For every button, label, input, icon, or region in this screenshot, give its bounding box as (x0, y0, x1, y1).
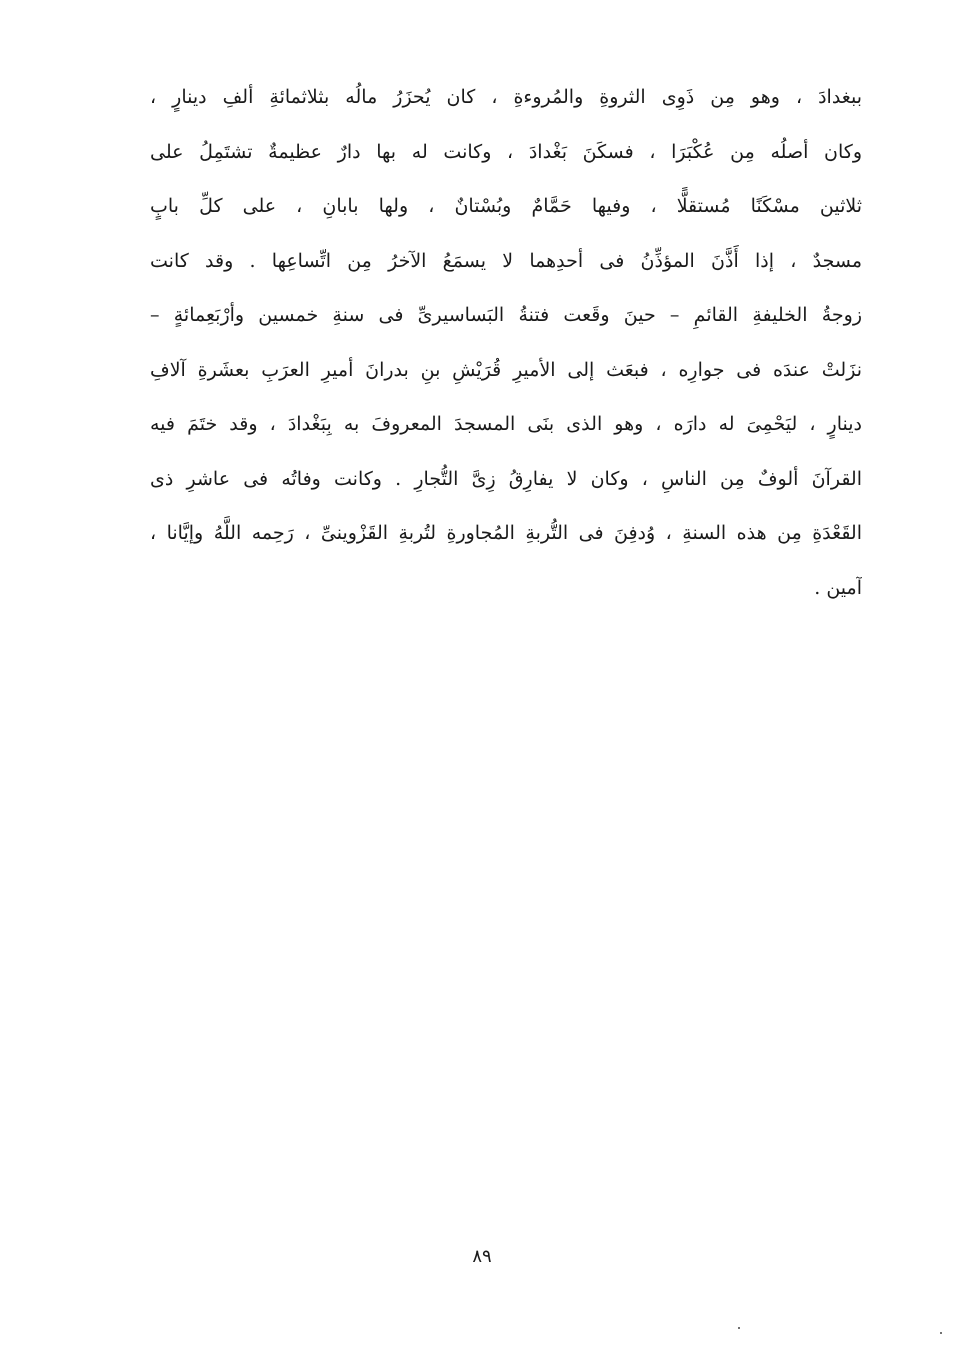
scan-speck (738, 1327, 740, 1329)
text-line-last: آمين . (814, 576, 862, 599)
text-line: دينارٍ ، ليَحْمِىَ له دارَه ، وهو الذى بنَى المسجدَ المعروفَ به بِبَغْدادَ ، وقد ختَمَ فيه (150, 413, 862, 435)
page-number: ٨٩ (472, 1246, 492, 1267)
scan-speck (940, 1332, 942, 1334)
text-line: نزَلتْ عندَه فى جوارِه ، فبعَث إلى الأميرِ قُرَيْشِ بنِ بدرانَ أميرِ العرَبِ بعشَرةِ آلافِ (150, 358, 862, 381)
text-line: ببغدادَ ، وهو مِن ذَوِى الثروةِ والمُروءةِ ، كان يُحزَرُ مالُه بثلاثمائةِ ألفِ دينارٍ ، (150, 86, 862, 108)
text-line: القرآنَ ألوفٌ مِن الناسِ ، وكان لا يفارِقُ زِىَّ التُّجارِ . وكانت وفاتُه فى عاشرِ ذى (150, 467, 862, 490)
text-line: القَعْدَةِ مِن هذه السنةِ ، وُدفِنَ فى التُّربةِ المُجاورةِ لتُربةِ القَزْوينىِّ ، رَحِمه اللَّهُ وإيَّانا ، (150, 522, 862, 544)
text-line: وكان أصلُه مِن عُكْبَرَا ، فسكَنَ بَغْدادَ ، وكانت له بها دارٌ عظيمةٌ تشتَمِلُ على (150, 140, 862, 163)
body-text (150, 70, 862, 615)
text-line: ثلاثين مسْكَنًا مُستقلًّا ، وفيها حَمَّامٌ وبُسْتانٌ ، ولها بابانِ ، على كلِّ بابٍ (150, 195, 862, 217)
text-line: مسجدٌ ، إذا أَذَّنَ المؤذِّنُ فى أحدِهما لا يسمَعُ الآخرُ مِن اتِّساعِها . وقد كانت (150, 249, 862, 272)
text-line: زوجةُ الخليفةِ القائمِ – حينَ وقَعت فتنةُ البَساسيرىِّ فى سنةِ خمسين وأرْبَعِمائةٍ – (150, 304, 862, 326)
